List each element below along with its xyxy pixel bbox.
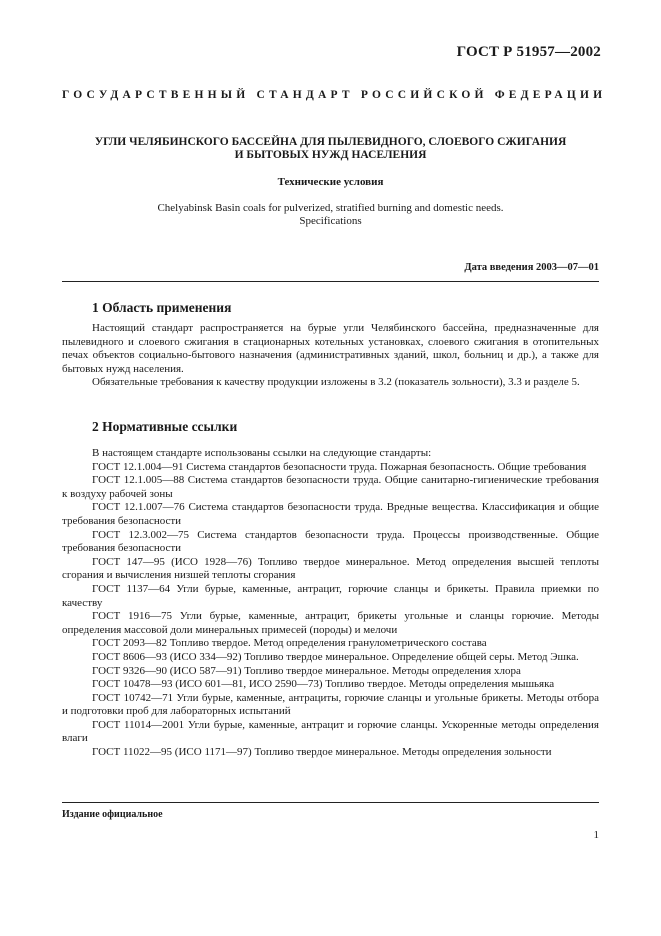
section-1-heading: 1 Область применения	[92, 300, 232, 315]
reference-item: ГОСТ 11014—2001 Угли бурые, каменные, антрацит и горючие сланцы. Ускоренные методы определения влаги	[62, 718, 599, 745]
bottom-divider	[62, 802, 599, 803]
english-title-line-1: Chelyabinsk Basin coals for pulverized, stratified burning and domestic needs.	[157, 202, 504, 214]
reference-item: ГОСТ 12.1.004—91 Система стандартов безопасности труда. Пожарная безопасность. Общие требования	[92, 460, 587, 473]
introduction-date: Дата введения 2003—07—01	[464, 262, 599, 273]
reference-item: ГОСТ 9326—90 (ИСО 587—91) Топливо твердое минеральное. Методы определения хлора	[92, 664, 521, 677]
section-2-heading: 2 Нормативные ссылки	[92, 419, 238, 434]
reference-item: ГОСТ 1137—64 Угли бурые, каменные, антрацит, горючие сланцы и брикеты. Правила приемки по качеству	[62, 582, 599, 609]
reference-item: ГОСТ 2093—82 Топливо твердое. Метод определения гранулометрического состава	[92, 637, 487, 650]
english-title	[62, 202, 599, 228]
reference-item: ГОСТ 10742—71 Угли бурые, каменные, антрациты, горючие сланцы и угольные брикеты. Методы отбора и подготовки проб для лабораторных испытаний	[62, 691, 599, 718]
state-standard-heading: ГОСУДАРСТВЕННЫЙ СТАНДАРТ РОССИЙСКОЙ ФЕДЕРАЦИИ	[62, 89, 607, 101]
document-subtitle: Технические условия	[277, 176, 384, 188]
page-number: 1	[593, 829, 599, 841]
official-edition-label: Издание официальное	[62, 809, 163, 820]
section-1-paragraph: Настоящий стандарт распространяется на бурые угли Челябинского бассейна, предназначенные для пылевидного и слоевого сжигания в стационарных котельных установках, слоевого сжигания в отопительных печах объектов социально-бытового назначения (административных зданий, школ, больниц и др.), а также для бытовых нужд населения.	[62, 322, 599, 375]
reference-item: ГОСТ 12.3.002—75 Система стандартов безопасности труда. Процессы производственные. Общие требования безопасности	[62, 528, 599, 555]
title-line-1: УГЛИ ЧЕЛЯБИНСКОГО БАССЕЙНА ДЛЯ ПЫЛЕВИДНОГО, СЛОЕВОГО СЖИГАНИЯ	[94, 136, 567, 148]
english-title-line-2: Specifications	[299, 215, 362, 227]
top-divider	[62, 281, 599, 282]
reference-item: ГОСТ 12.1.007—76 Система стандартов безопасности труда. Вредные вещества. Классификация и общие требования безопасности	[62, 501, 599, 527]
reference-item: ГОСТ 147—95 (ИСО 1928—76) Топливо твердое минеральное. Метод определения высшей теплоты сгорания и вычисления низшей теплоты сгорания	[62, 555, 599, 582]
section-2-body	[62, 447, 599, 760]
reference-item: ГОСТ 1916—75 Угли бурые, каменные, антрацит, брикеты угольные и сланцы горючие. Методы определения массовой доли минеральных примесей (породы) и мелочи	[62, 610, 599, 636]
section-2-intro: В настоящем стандарте использованы ссылки на следующие стандарты:	[92, 447, 432, 459]
reference-item: ГОСТ 10478—93 (ИСО 601—81, ИСО 2590—73) Топливо твердое. Методы определения мышьяка	[92, 678, 555, 691]
title-line-2: И БЫТОВЫХ НУЖД НАСЕЛЕНИЯ	[234, 149, 427, 161]
document-title	[62, 136, 599, 162]
document-number: ГОСТ Р 51957—2002	[456, 44, 601, 60]
reference-item: ГОСТ 8606—93 (ИСО 334—92) Топливо твердое минеральное. Определение общей серы. Метод Эшка.	[92, 650, 579, 663]
reference-item: ГОСТ 12.1.005—88 Система стандартов безопасности труда. Общие санитарно-гигиенические требования к воздуху рабочей зоны	[62, 474, 599, 500]
section-1-paragraph: Обязательные требования к качеству продукции изложены в 3.2 (показатель зольности), 3.3 и разделе 5.	[92, 376, 580, 389]
reference-item: ГОСТ 11022—95 (ИСО 1171—97) Топливо твердое минеральное. Методы определения зольности	[92, 746, 552, 759]
section-1-body	[62, 322, 599, 390]
